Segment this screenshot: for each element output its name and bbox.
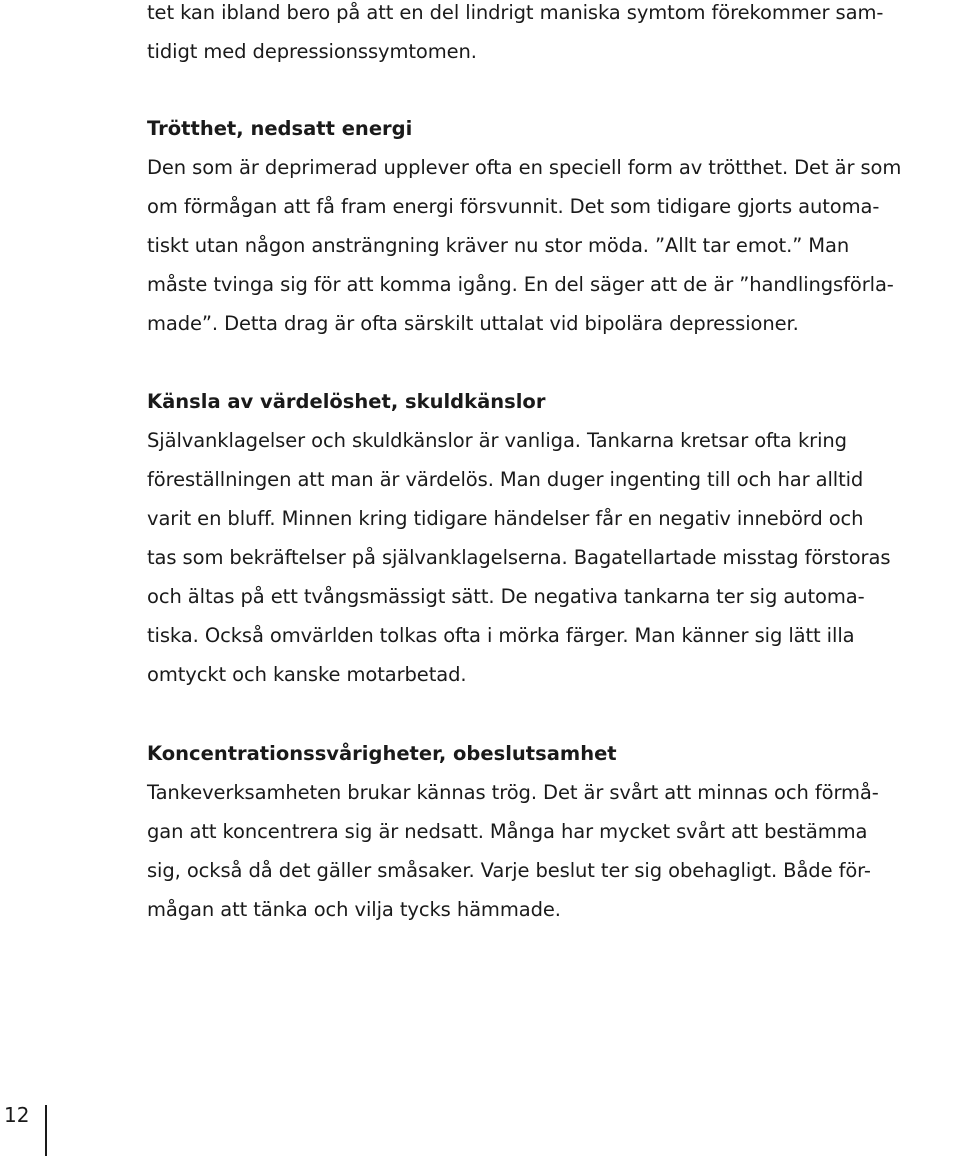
section-body: Självanklagelser och skuldkänslor är vanliga. Tankarna kretsar ofta kring föreställningen att man är värdelös. Man duger ingenting till och har alltid varit en bluff. Minnen kring tidigare händelser får en negativ innebörd och tas som bekräftelser på självanklagelserna. Bagatellartade misstag förstoras och ältas på ett tvångsmässigt sätt. De negativa tankarna ter sig automa- tiska. Också omvärlden tolkas ofta i mörka färger. Man känner sig lätt illa omtyckt och kanske motarbetad. xyxy=(147,429,891,686)
footer-divider xyxy=(45,1105,47,1156)
section-heading: Koncentrationssvårigheter, obeslutsamhet xyxy=(147,742,617,765)
section-worthlessness xyxy=(147,382,890,694)
section-concentration xyxy=(147,734,879,929)
section-heading: Känsla av värdelöshet, skuldkänslor xyxy=(147,390,546,413)
page-number: 12 xyxy=(4,1103,30,1127)
section-body: Tankeverksamheten brukar kännas trög. Det är svårt att minnas och förmå- gan att koncentrera sig är nedsatt. Många har mycket svårt att bestämma sig, också då det gäller småsaker. Varje beslut ter sig obehagligt. Både för- mågan att tänka och vilja tycks hämmade. xyxy=(147,781,879,921)
section-heading: Trötthet, nedsatt energi xyxy=(147,117,413,140)
section-fatigue xyxy=(147,109,901,343)
section-body: Den som är deprimerad upplever ofta en speciell form av trötthet. Det är som om förmågan att få fram energi försvunnit. Det som tidigare gjorts automa- tiskt utan någon ansträngning kräver nu stor möda. ”Allt tar emot.” Man måste tvinga sig för att komma igång. En del säger att de är ”handlingsförla- made”. Detta drag är ofta särskilt uttalat vid bipolära depressioner. xyxy=(147,156,902,335)
intro-paragraph: tet kan ibland bero på att en del lindrigt maniska symtom förekommer sam- tidigt med depressionssymtomen. xyxy=(147,1,884,63)
